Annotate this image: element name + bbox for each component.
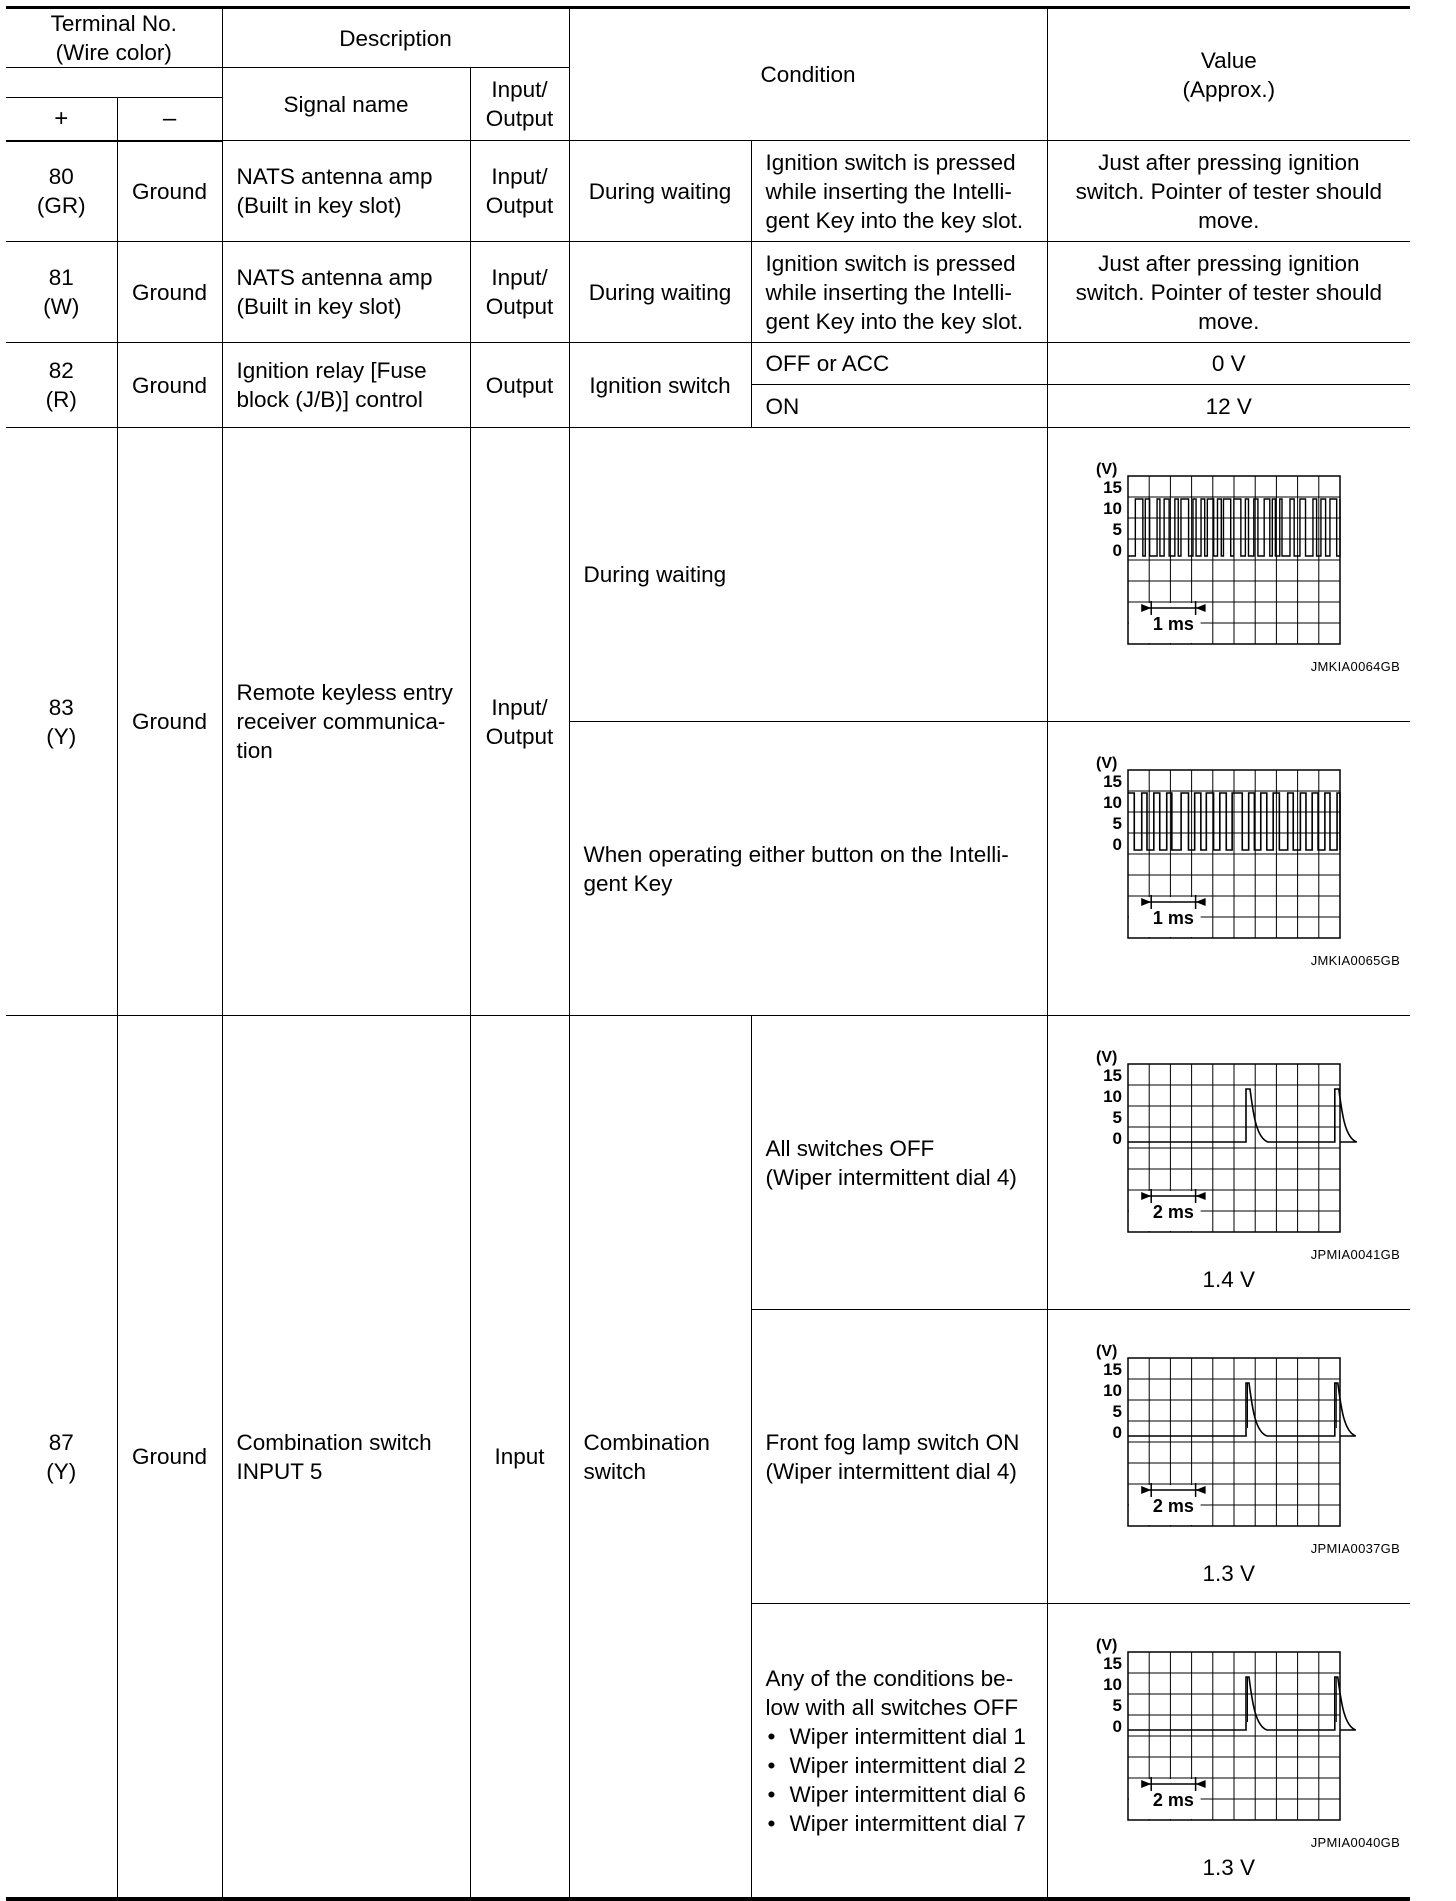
signal-name-cell: Remote keyless entry receiver communica- tion <box>222 428 470 1016</box>
condition-list <box>766 1722 1039 1838</box>
axis-tick-label: 5 <box>1112 520 1122 539</box>
axis-tick-label: 5 <box>1112 1402 1122 1421</box>
condition-detail-cell: Ignition switch is pressed while inserting the Intelli- gent Key into the key slot. <box>751 242 1047 343</box>
time-scale-label: 1 ms <box>1152 614 1194 634</box>
axis-unit-label: (V) <box>1095 461 1117 478</box>
header-value: Value (Approx.) <box>1047 8 1410 141</box>
axis-tick-label: 10 <box>1102 1381 1122 1400</box>
axis-unit-label: (V) <box>1095 755 1117 772</box>
io-cell: Input/ Output <box>470 242 569 343</box>
axis-tick-label: 15 <box>1102 772 1122 791</box>
axis-unit-label: (V) <box>1095 1637 1117 1654</box>
terminal-cell: 82 (R) <box>6 343 117 428</box>
list-item: • Wiper intermittent dial 2 <box>766 1751 1039 1780</box>
terminal-cell: 83 (Y) <box>6 428 117 1016</box>
ground-cell: Ground <box>117 141 222 242</box>
waveform-scope <box>1048 722 1411 1015</box>
time-scale-label: 2 ms <box>1152 1202 1194 1222</box>
waveform-value: 1.3 V <box>1202 1561 1256 1586</box>
condition-detail-cell: OFF or ACC <box>751 343 1047 385</box>
value-cell <box>1047 1604 1410 1900</box>
waveform-value: 1.4 V <box>1202 1267 1256 1292</box>
value-cell: 0 V <box>1047 343 1410 385</box>
table-row-87 <box>6 1016 1410 1310</box>
ground-cell: Ground <box>117 242 222 343</box>
header-description: Description <box>222 8 569 68</box>
condition-detail-cell: ON <box>751 385 1047 428</box>
axis-tick-label: 5 <box>1112 1108 1122 1127</box>
terminal-cell: 87 (Y) <box>6 1016 117 1900</box>
value-cell: Just after pressing ignition switch. Pointer of tester should move. <box>1047 141 1410 242</box>
time-scale-label: 2 ms <box>1152 1790 1194 1810</box>
value-cell: Just after pressing ignition switch. Pointer of tester should move. <box>1047 242 1410 343</box>
terminal-table <box>6 6 1410 1901</box>
figure-code: JPMIA0041GB <box>1310 1247 1401 1262</box>
waveform-scope <box>1048 428 1411 721</box>
value-cell <box>1047 428 1410 722</box>
condition-cell: During waiting <box>569 242 751 343</box>
header-minus: – <box>117 98 222 141</box>
figure-code: JPMIA0040GB <box>1310 1835 1401 1850</box>
waveform-trace <box>1128 1677 1356 1730</box>
ground-cell: Ground <box>117 343 222 428</box>
header-plus: + <box>6 98 117 141</box>
signal-name-cell: NATS antenna amp (Built in key slot) <box>222 242 470 343</box>
condition-cell: Ignition switch <box>569 343 751 428</box>
io-cell: Output <box>470 343 569 428</box>
ground-cell: Ground <box>117 428 222 1016</box>
figure-code: JPMIA0037GB <box>1310 1541 1401 1556</box>
list-item: • Wiper intermittent dial 6 <box>766 1780 1039 1809</box>
axis-tick-label: 0 <box>1112 1717 1122 1736</box>
time-scale-label: 1 ms <box>1152 908 1194 928</box>
figure-code: JMKIA0065GB <box>1310 953 1401 968</box>
signal-name-cell: NATS antenna amp (Built in key slot) <box>222 141 470 242</box>
terminal-cell: 81 (W) <box>6 242 117 343</box>
condition-cell: Combination switch <box>569 1016 751 1900</box>
axis-tick-label: 0 <box>1112 1423 1122 1442</box>
io-cell: Input <box>470 1016 569 1900</box>
header-input-output: Input/ Output <box>470 68 569 141</box>
terminal-cell: 80 (GR) <box>6 141 117 242</box>
condition-detail-cell: Front fog lamp switch ON (Wiper intermittent dial 4) <box>751 1310 1047 1604</box>
table-row-83 <box>6 428 1410 722</box>
axis-unit-label: (V) <box>1095 1343 1117 1360</box>
table-row-80 <box>6 141 1410 242</box>
axis-tick-label: 10 <box>1102 1087 1122 1106</box>
table-row-82 <box>6 343 1410 385</box>
io-cell: Input/ Output <box>470 141 569 242</box>
axis-tick-label: 10 <box>1102 793 1122 812</box>
signal-name-cell: Ignition relay [Fuse block (J/B)] control <box>222 343 470 428</box>
header-condition: Condition <box>569 8 1047 141</box>
axis-unit-label: (V) <box>1095 1049 1117 1066</box>
list-item: • Wiper intermittent dial 7 <box>766 1809 1039 1838</box>
axis-tick-label: 15 <box>1102 1066 1122 1085</box>
axis-tick-label: 15 <box>1102 1360 1122 1379</box>
condition-cell: During waiting <box>569 141 751 242</box>
axis-tick-label: 0 <box>1112 835 1122 854</box>
table-row-81 <box>6 242 1410 343</box>
value-cell <box>1047 722 1410 1016</box>
axis-tick-label: 0 <box>1112 541 1122 560</box>
signal-name-cell: Combination switch INPUT 5 <box>222 1016 470 1900</box>
axis-tick-label: 5 <box>1112 814 1122 833</box>
condition-cell: When operating either button on the Intelli- gent Key <box>569 722 1047 1016</box>
list-item: • Wiper intermittent dial 1 <box>766 1722 1039 1751</box>
condition-detail-cell: Ignition switch is pressed while inserting the Intelli- gent Key into the key slot. <box>751 141 1047 242</box>
condition-detail-cell: All switches OFF (Wiper intermittent dial 4) <box>751 1016 1047 1310</box>
waveform-value: 1.3 V <box>1202 1855 1256 1880</box>
waveform-trace <box>1128 1089 1357 1142</box>
condition-detail-cell <box>751 1604 1047 1900</box>
waveform-trace <box>1128 499 1340 556</box>
axis-tick-label: 5 <box>1112 1696 1122 1715</box>
header-signal-name: Signal name <box>222 68 470 141</box>
ground-cell: Ground <box>117 1016 222 1900</box>
condition-cell: During waiting <box>569 428 1047 722</box>
waveform-trace <box>1128 1383 1356 1436</box>
axis-tick-label: 0 <box>1112 1129 1122 1148</box>
time-scale-label: 2 ms <box>1152 1496 1194 1516</box>
figure-code: JMKIA0064GB <box>1310 659 1401 674</box>
axis-tick-label: 10 <box>1102 1675 1122 1694</box>
value-cell <box>1047 1310 1410 1604</box>
value-cell <box>1047 1016 1410 1310</box>
axis-tick-label: 15 <box>1102 478 1122 497</box>
value-cell: 12 V <box>1047 385 1410 428</box>
terminal-table-wrapper <box>6 6 1410 1901</box>
header-terminal: Terminal No. (Wire color) <box>6 8 222 68</box>
io-cell: Input/ Output <box>470 428 569 1016</box>
axis-tick-label: 10 <box>1102 499 1122 518</box>
condition-intro: Any of the conditions be- low with all switches OFF <box>765 1665 1019 1720</box>
axis-tick-label: 15 <box>1102 1654 1122 1673</box>
